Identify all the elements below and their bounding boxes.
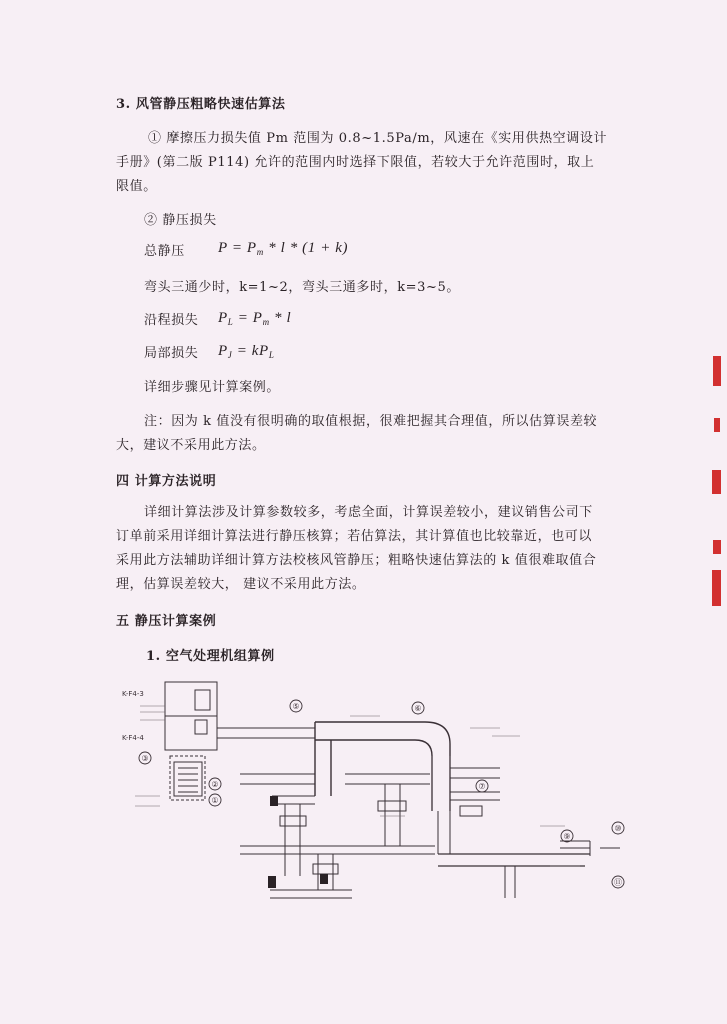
svg-text:②: ② [211,780,219,789]
section-5-heading: 五 静压计算案例 [116,614,217,629]
paragraph-1-line-3: 限值。 [116,179,157,194]
section-4-line-4: 理，估算误差较大， 建议不采用此方法。 [116,577,366,592]
local-loss-formula: $P_J = kP_L$ [218,343,275,360]
k-value-note: 弯头三通少时，k=1~2，弯头三通多时，k=3~5。 [144,280,461,295]
section-3-heading: 3. 风管静压粗略快速估算法 [116,97,286,112]
local-loss-label: 局部损失 [144,346,199,361]
svg-text:③: ③ [141,754,149,763]
margin-mark [713,356,721,386]
svg-text:⑨: ⑨ [563,832,571,841]
margin-mark [712,570,721,606]
svg-text:⑪: ⑪ [614,878,622,887]
total-static-label: 总静压 [144,244,185,259]
svg-text:①: ① [211,796,219,805]
section-4-heading: 四 计算方法说明 [116,474,217,489]
section-4-line-2: 订单前采用详细计算法进行静压核算；若估算法，其计算值也比较靠近，也可以 [116,529,593,544]
margin-mark [714,418,720,432]
section-4-line-3: 采用此方法辅助详细计算方法校核风管静压；粗略快速估算法的 k 值很难取值合 [116,553,597,568]
unit-tag-1: K-F4-3 [122,690,144,698]
margin-mark [712,470,721,494]
note-line-1: 注：因为 k 值没有很明确的取值根据，很难把握其合理值，所以估算误差较 [144,414,598,429]
unit-tag-2: K-F4-4 [122,734,144,742]
friction-loss-label: 沿程损失 [144,313,199,328]
svg-text:⑥: ⑥ [414,704,422,713]
section-4-line-1: 详细计算法涉及计算参数较多，考虑全面，计算误差较小，建议销售公司下 [144,505,593,520]
duct-system-diagram [120,676,640,926]
total-static-formula: $P = P_m * l * (1 + k)$ [218,240,349,257]
paragraph-1-line-2: 手册》(第二版 P114) 允许的范围内时选择下限值，若较大于允许范围时，取上 [116,155,595,170]
margin-mark [713,540,721,554]
svg-text:⑦: ⑦ [478,782,486,791]
svg-text:⑩: ⑩ [614,824,622,833]
note-line-2: 大，建议不采用此方法。 [116,438,266,453]
see-example-text: 详细步骤见计算案例。 [144,380,281,395]
static-loss-label: ② 静压损失 [144,213,217,228]
paragraph-1-line-1: ① 摩擦压力损失值 Pm 范围为 0.8~1.5Pa/m，风速在《实用供热空调设计 [148,131,608,146]
example-1-heading: 1. 空气处理机组算例 [146,649,275,664]
friction-loss-formula: $P_L = P_m * l$ [218,310,292,327]
svg-text:⑤: ⑤ [292,702,300,711]
